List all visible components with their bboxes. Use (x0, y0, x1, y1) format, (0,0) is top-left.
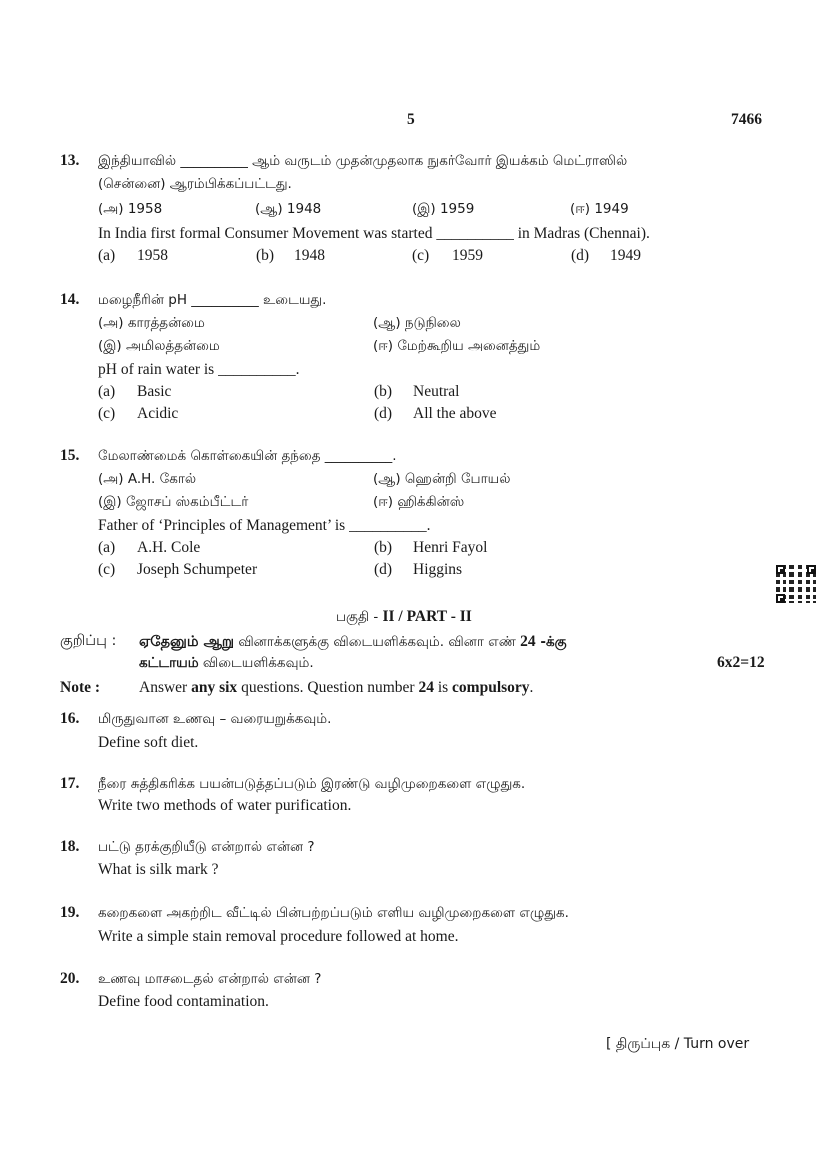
option-value: All the above (413, 405, 497, 422)
option-label: (a) (98, 539, 116, 556)
option-value: Neutral (413, 383, 460, 400)
option-tamil: (இ) 1959 (412, 201, 475, 217)
option-label: (b) (256, 247, 275, 264)
part-heading-english: II / PART - II (382, 608, 472, 625)
question-number: 14. (60, 291, 80, 308)
question-text-tamil: பட்டு தரக்குறியீடு என்றால் என்ன ? (98, 839, 315, 855)
question-number: 13. (60, 152, 80, 169)
option-label: (a) (98, 383, 116, 400)
option-value: Basic (137, 383, 172, 400)
option-value: Higgins (413, 561, 463, 578)
option-tamil: (அ) காரத்தன்மை (98, 315, 205, 331)
option-label: (c) (98, 561, 116, 578)
note-emphasis: ஏதேனும் ஆறு (139, 634, 235, 650)
option-tamil: (ஆ) 1948 (255, 201, 322, 217)
question-text-tamil: மிருதுவான உணவு – வரையறுக்கவும். (98, 711, 332, 727)
note-emphasis: compulsory (452, 679, 530, 696)
note-label-tamil: குறிப்பு : (60, 633, 117, 649)
paper-code: 7466 (731, 111, 762, 128)
question-text-tamil: மேலாண்மைக் கொள்கையின் தந்தை __________. (98, 448, 397, 464)
question-text-english: Father of ‘Principles of Management’ is __________. (98, 517, 431, 534)
option-tamil: (அ) 1958 (98, 201, 163, 217)
question-text-tamil: உணவு மாசடைதல் என்றால் என்ன ? (98, 971, 322, 987)
option-tamil: (இ) அமிலத்தன்மை (98, 338, 220, 354)
question-text-tamil: (சென்னை) ஆரம்பிக்கப்பட்டது. (98, 176, 292, 192)
option-value: Henri Fayol (413, 539, 488, 556)
option-value: Acidic (137, 405, 179, 422)
option-label: (c) (412, 247, 430, 264)
question-number: 17. (60, 775, 80, 792)
option-tamil: (ஈ) 1949 (570, 201, 629, 217)
qr-code (776, 565, 816, 603)
note-text-tamil (139, 633, 567, 652)
note-text: is (433, 679, 453, 696)
question-text-tamil: மழைநீரின் pH __________ உடையது. (98, 292, 327, 308)
option-label: (d) (374, 405, 393, 422)
option-tamil: (ஆ) நடுநிலை (373, 315, 461, 331)
note-emphasis: any six (191, 679, 238, 696)
note-text: வினாக்களுக்கு விடையளிக்கவும். வினா எண் (234, 634, 521, 650)
note-emphasis: 24 (418, 679, 434, 696)
question-number: 15. (60, 447, 80, 464)
option-tamil: (ஆ) ஹென்றி போயல் (373, 471, 511, 487)
option-value: 1958 (137, 247, 168, 264)
option-tamil: (ஈ) மேற்கூறிய அனைத்தும் (373, 338, 541, 354)
question-number: 19. (60, 904, 80, 921)
question-text-english: Write a simple stain removal procedure followed at home. (98, 928, 459, 945)
question-text-english: Define soft diet. (98, 734, 199, 751)
option-value: 1949 (610, 247, 641, 264)
question-number: 18. (60, 838, 80, 855)
part-heading (336, 608, 472, 627)
note-text-english (139, 679, 533, 697)
note-text: விடையளிக்கவும். (198, 655, 314, 671)
question-text-english: pH of rain water is __________. (98, 361, 300, 378)
option-label: (c) (98, 405, 116, 422)
page-number: 5 (407, 111, 415, 128)
marks-allocation: 6x2=12 (717, 654, 765, 671)
part-heading-tamil: பகுதி - (336, 609, 383, 625)
note-label-english: Note : (60, 679, 101, 696)
option-label: (d) (571, 247, 590, 264)
option-label: (b) (374, 383, 393, 400)
option-tamil: (ஈ) ஹிக்கின்ஸ் (373, 494, 465, 510)
question-text-english: What is silk mark ? (98, 861, 219, 878)
note-text: . (529, 679, 534, 696)
option-value: 1948 (294, 247, 325, 264)
option-tamil: (இ) ஜோசப் ஸ்கம்பீட்டர் (98, 494, 249, 510)
compulsory-question-number: 24 (520, 633, 536, 650)
option-value: Joseph Schumpeter (137, 561, 258, 578)
question-text-english: Define food contamination. (98, 993, 269, 1010)
option-label: (b) (374, 539, 393, 556)
note-text: -க்கு (535, 634, 567, 650)
option-tamil: (அ) A.H. கோல் (98, 471, 197, 487)
question-text-tamil: இந்தியாவில் __________ ஆம் வருடம் முதன்முதலாக நுகர்வோர் இயக்கம் மெட்ராஸில் (98, 153, 628, 169)
question-text-tamil: கறைகளை அகற்றிட வீட்டில் பின்பற்றப்படும் எளிய வழிமுறைகளை எழுதுக. (98, 905, 569, 921)
note-text-tamil-line2 (139, 655, 314, 673)
question-number: 20. (60, 970, 80, 987)
question-text-english: In India first formal Consumer Movement was started __________ in Madras (Chennai). (98, 225, 650, 242)
option-label: (d) (374, 561, 393, 578)
turn-over-note: [ திருப்புக / Turn over (606, 1036, 750, 1052)
note-emphasis: கட்டாயம் (139, 655, 199, 671)
question-text-english: Write two methods of water purification. (98, 797, 352, 814)
question-text-tamil: நீரை சுத்திகரிக்க பயன்படுத்தப்படும் இரண்டு வழிமுறைகளை எழுதுக. (98, 776, 526, 792)
option-value: A.H. Cole (137, 539, 201, 556)
question-number: 16. (60, 710, 80, 727)
option-value: 1959 (452, 247, 483, 264)
note-text: Answer (139, 679, 192, 696)
option-label: (a) (98, 247, 116, 264)
note-text: questions. Question number (237, 679, 419, 696)
